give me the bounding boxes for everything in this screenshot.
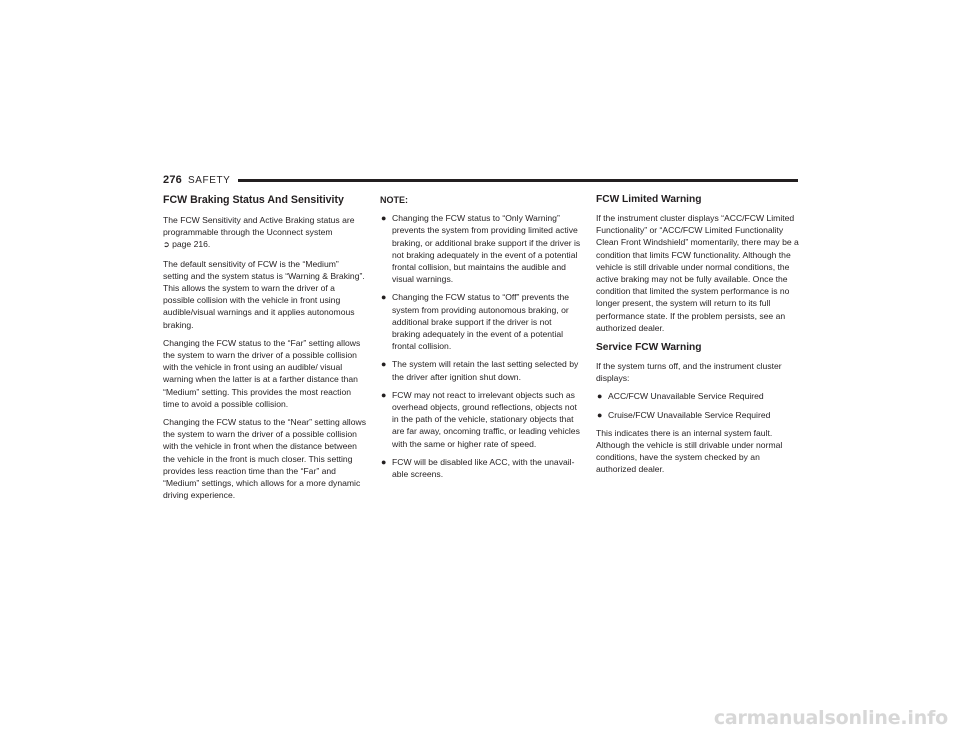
- paragraph-internal-fault: This indicates there is an internal system fault. Although the vehicle is still drivable under normal conditions, have the system checked by an authorized dealer.: [596, 427, 783, 475]
- list-item: ● FCW may not react to irrelevant objects such as overhead objects, ground reflections, objects not in the path of the vehicle, stationary objects that are far away, oncoming traffic, or leading vehicles with the same or higher rate of speed.: [381, 389, 580, 449]
- paragraph-limited-functionality: If the instrument cluster displays “ACC/FCW Limited Functionality” or “ACC/FCW Limited Functionality Clean Front Windshield” momentarily, there may be a condition that limits FCW functionality. Although the vehicle is still drivable under normal conditions, the active braking may not be fully available. Once the condition that limited the system performance is no longer present, the system will return to its full performance state. If the problem persists, see an authorized dealer.: [596, 213, 799, 333]
- list-item: ● Changing the FCW status to “Only Warning” prevents the system from providing limited active braking, or additional brake support if the driver is not braking adequately in the event of a potential frontal collision, but maintains the audible and visual warnings.: [381, 213, 581, 285]
- list-item: ● FCW will be disabled like ACC, with the unavail- able screens.: [381, 456, 575, 480]
- bullet-icon: ●: [381, 292, 387, 303]
- list-item: ● Cruise/FCW Unavailable Service Required: [597, 409, 771, 420]
- list-item: ● ACC/FCW Unavailable Service Required: [597, 391, 764, 402]
- column-left: [163, 194, 366, 507]
- heading-fcw-limited-warning: FCW Limited Warning: [596, 194, 702, 205]
- section-title: SAFETY: [187, 174, 231, 186]
- arrow-right-icon: ➲: [163, 240, 170, 250]
- bullet-icon: ●: [381, 456, 387, 467]
- paragraph-uconnect: [163, 214, 366, 252]
- header-rule: [238, 179, 798, 182]
- page-header: [163, 172, 798, 188]
- list-item: ● Changing the FCW status to “Off” prevents the system from providing autonomous braking, or additional brake support if the driver is not braking adequately in the event of a potential frontal collision.: [381, 292, 570, 352]
- bullet-icon: ●: [597, 391, 603, 402]
- watermark: carmanualsonline.info: [713, 707, 948, 729]
- service-bullet-list: [596, 390, 799, 420]
- list-item: ● The system will retain the last setting selected by the driver after ignition shut down.: [381, 359, 579, 382]
- page-reference-text: page 216.: [172, 239, 211, 250]
- note-bullet-list: [380, 212, 582, 480]
- bullet-icon: ●: [597, 409, 603, 420]
- column-middle: [380, 194, 582, 486]
- bullet-icon: ●: [381, 213, 387, 224]
- paragraph-text: The FCW Sensitivity and Active Braking status are programmable through the Uconnect system: [163, 215, 355, 238]
- page-reference-link[interactable]: [163, 238, 366, 251]
- paragraph-system-turns-off: If the system turns off, and the instrument cluster displays:: [596, 361, 782, 384]
- paragraph-default-sensitivity: The default sensitivity of FCW is the “Medium” setting and the system status is “Warning & Braking”. This allows the system to warn the driver of a possible collision with the vehicle in front using audible/visual warnings and it applies autonomous braking.: [163, 258, 365, 330]
- bullet-icon: ●: [381, 389, 387, 400]
- note-label: NOTE:: [380, 195, 408, 205]
- paragraph-far-setting: Changing the FCW status to the “Far” setting allows the system to warn the driver of a possible collision with the vehicle in front using an audible/ visual warning when the latter is at a farther distance than “Medium” setting. This provides the most reaction time to avoid a possible collision.: [163, 337, 361, 409]
- page-number: 276: [163, 174, 182, 186]
- column-right: [596, 194, 799, 482]
- heading-service-fcw-warning: Service FCW Warning: [596, 342, 702, 354]
- bullet-icon: ●: [381, 359, 387, 370]
- heading-fcw-braking-status: FCW Braking Status And Sensitivity: [163, 194, 344, 206]
- paragraph-near-setting: Changing the FCW status to the “Near” setting allows the system to warn the driver of a possible collision with the vehicle in front when the distance between the vehicle in the front is much closer. This setting provides less reaction time than the “Far” and “Medium” settings, which allows for a more dynamic driving experience.: [163, 417, 366, 501]
